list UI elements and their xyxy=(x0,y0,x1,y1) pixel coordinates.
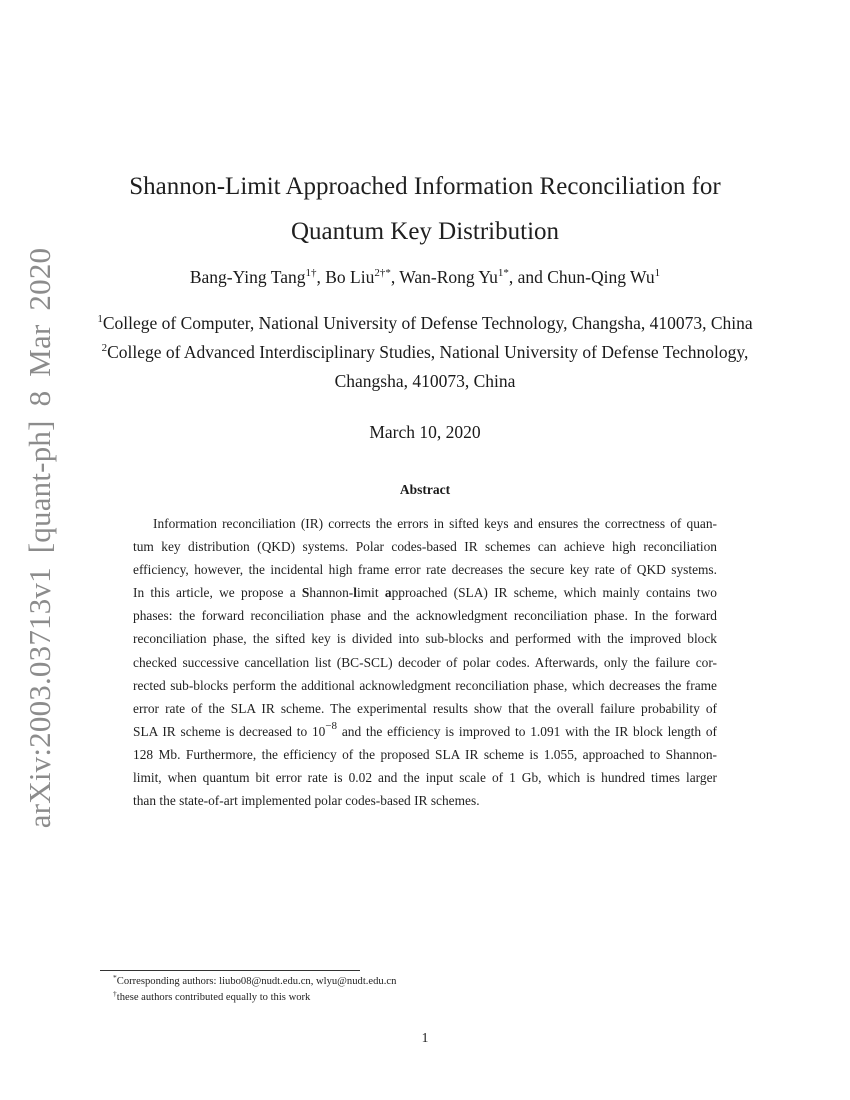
author-affiliation-mark: 1† xyxy=(305,267,317,279)
affiliation-mark: 1 xyxy=(97,313,103,325)
footnote-divider xyxy=(100,970,360,971)
footnote-mark: † xyxy=(113,989,117,998)
author-list xyxy=(100,266,750,288)
footnote-text: Corresponding authors: liubo08@nudt.edu.cn, wlyu@nudt.edu.cn xyxy=(116,976,397,987)
footnote-text: these authors contributed equally to this work xyxy=(116,992,311,1003)
abstract-line: reconciliation phase, the sifted key is divided into sub-blocks and performed with the improved block xyxy=(133,631,717,647)
affiliations xyxy=(92,309,758,396)
author-name: Bo Liu xyxy=(325,267,375,287)
footnote-equal-contribution xyxy=(113,990,613,1006)
abstract-line: phases: the forward reconciliation phase and the acknowledgment reconciliation phase. In the forward xyxy=(133,608,717,624)
author-separator: , and xyxy=(508,267,548,287)
abstract-line: than the state-of-art implemented polar codes-based IR schemes. xyxy=(133,793,480,809)
author-separator: , xyxy=(316,267,326,287)
title-line-2: Quantum Key Distribution xyxy=(290,218,560,245)
abstract-line: limit, when quantum bit error rate is 0.02 and the input scale of 1 Gb, which is hundred times larger xyxy=(133,770,717,786)
title-line-1: Shannon-Limit Approached Information Reconciliation for xyxy=(129,173,721,200)
affiliation-text: Changsha, 410073, China xyxy=(334,371,516,391)
bold-initial: a xyxy=(384,585,392,601)
abstract-line: rected sub-blocks perform the additional acknowledgment reconciliation phase, which decreases the frame xyxy=(133,677,717,693)
author-name: Wan-Rong Yu xyxy=(399,267,498,287)
affiliation-text: College of Advanced Interdisciplinary Studies, National University of Defense Technology, xyxy=(107,342,749,362)
text-run: hannon- xyxy=(309,585,354,601)
author-separator: , xyxy=(390,267,400,287)
abstract-body xyxy=(133,512,717,812)
abstract-line: 128 Mb. Furthermore, the efficiency of the proposed SLA IR scheme is 1.055, approached to Shannon- xyxy=(133,746,717,762)
affiliation-mark: 2 xyxy=(101,342,108,354)
text-run: SLA IR scheme is decreased to 10 xyxy=(133,723,326,739)
footnotes xyxy=(113,974,613,1006)
arxiv-stamp-text: arXiv:2003.03713v1 [quant-ph] 8 Mar 2020 xyxy=(22,247,57,828)
author-affiliation-mark: 2†* xyxy=(374,267,391,279)
abstract-line: tum key distribution (QKD) systems. Polar codes-based IR schemes can achieve high reconciliation xyxy=(133,539,717,555)
abstract-line: error rate of the SLA IR scheme. The experimental results show that the overall failure probability of xyxy=(133,700,717,716)
text-run: and the efficiency is improved to 1.091 with the IR block length of xyxy=(337,723,717,739)
text-run: imit xyxy=(357,585,385,601)
text-run: pproached (SLA) IR scheme, which mainly contains two xyxy=(391,585,717,601)
arxiv-identifier-stamp xyxy=(20,247,60,828)
affiliation-2 xyxy=(92,338,758,367)
abstract-line xyxy=(133,720,717,743)
footnote-mark: * xyxy=(113,973,117,982)
page-number: 1 xyxy=(421,1030,429,1045)
author-affiliation-mark: 1* xyxy=(497,267,509,279)
text-run: In this article, we propose a xyxy=(133,585,302,601)
affiliation-text: College of Computer, National University of Defense Technology, Changsha, 410073, China xyxy=(102,313,753,333)
footnote-corresponding xyxy=(113,974,613,990)
abstract-line xyxy=(133,581,717,604)
abstract-line: checked successive cancellation list (BC-SCL) decoder of polar codes. Afterwards, only the failure cor- xyxy=(133,654,717,670)
author-name: Bang-Ying Tang xyxy=(189,267,306,287)
author-name: Chun-Qing Wu xyxy=(547,267,655,287)
abstract-heading: Abstract xyxy=(399,482,451,497)
bold-initial: S xyxy=(301,585,310,601)
abstract-line: Information reconciliation (IR) corrects the errors in sifted keys and ensures the correctness of quan- xyxy=(153,516,717,531)
paper-title xyxy=(100,164,750,254)
publication-date: March 10, 2020 xyxy=(369,422,481,442)
bold-initial: l xyxy=(353,585,357,601)
author-affiliation-mark: 1 xyxy=(654,267,661,279)
affiliation-2-continued xyxy=(92,367,758,396)
abstract-line: efficiency, however, the incidental high frame error rate decreases the secure key rate of QKD systems. xyxy=(133,562,717,578)
affiliation-1 xyxy=(92,309,758,338)
exponent: −8 xyxy=(325,719,338,732)
